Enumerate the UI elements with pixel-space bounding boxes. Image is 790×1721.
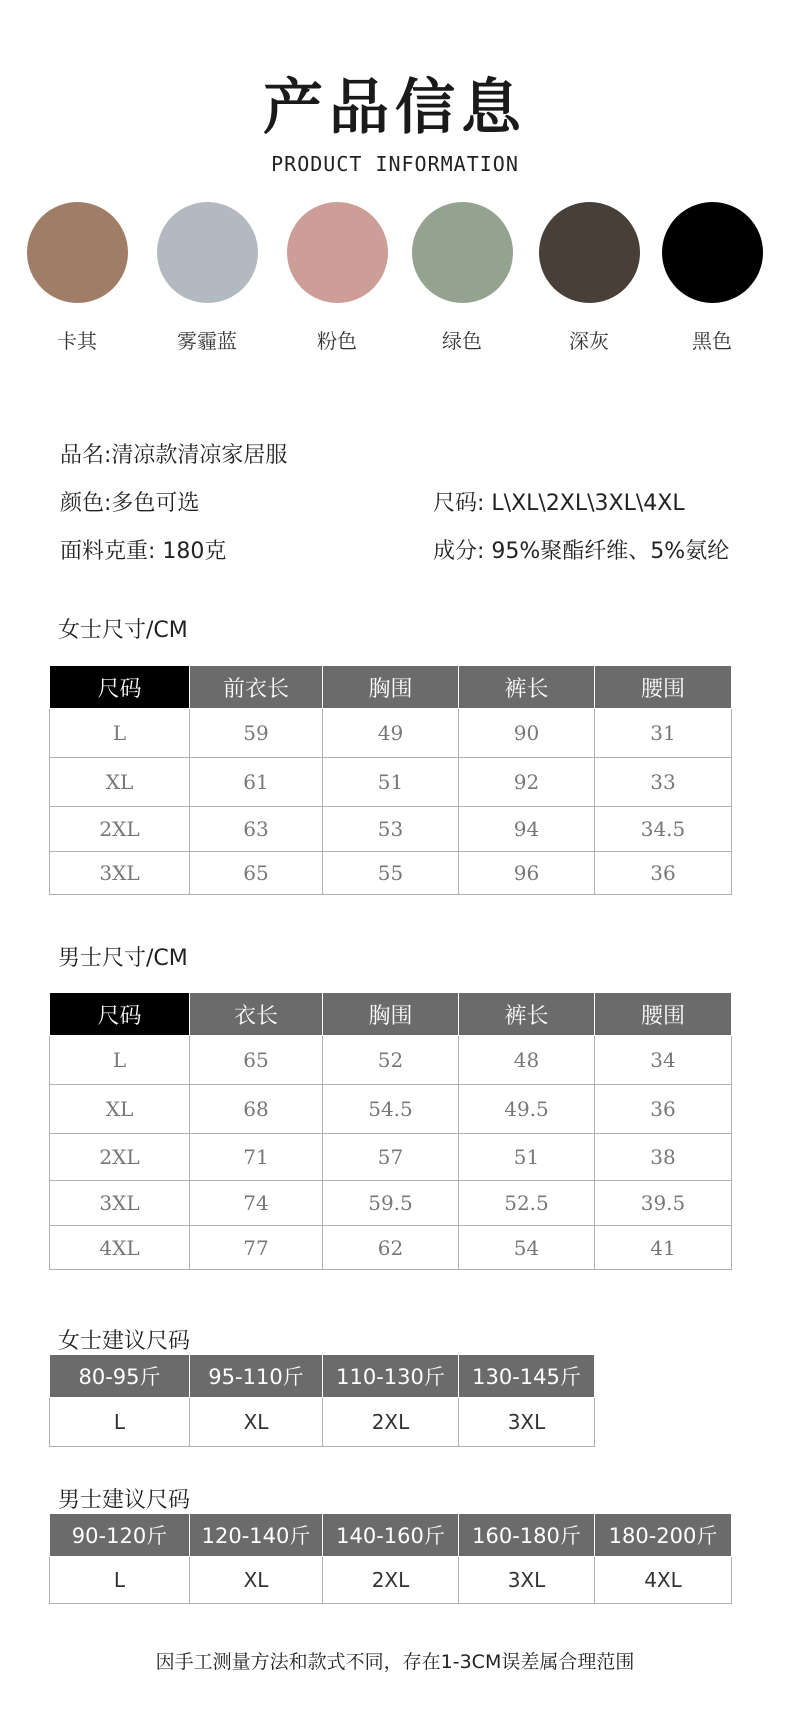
table-header: 110-130斤 (323, 1355, 459, 1398)
table-cell: L (50, 709, 190, 758)
table-header: 腰围 (595, 993, 732, 1036)
table-header: 腰围 (595, 666, 732, 709)
product-composition: 成分: 95%聚酯纤维、5%氨纶 (433, 539, 730, 564)
fabric-weight: 面料克重: 180克 (60, 539, 227, 564)
table-header: 130-145斤 (459, 1355, 595, 1398)
table-cell: 3XL (459, 1557, 595, 1604)
table-header-row (50, 993, 732, 1036)
table-cell: 62 (323, 1226, 459, 1270)
color-name: 黑色 (692, 329, 732, 353)
women-rec-table (49, 1354, 595, 1447)
table-header: 胸围 (323, 993, 459, 1036)
page-title: 产品信息 (263, 73, 527, 143)
table-cell: 51 (459, 1134, 595, 1181)
table-cell: 57 (323, 1134, 459, 1181)
table-cell: 51 (323, 758, 459, 807)
table-cell: XL (190, 1557, 323, 1604)
table-row (50, 709, 732, 758)
table-cell: 39.5 (595, 1181, 732, 1226)
women-rec-title: 女士建议尺码 (58, 1329, 191, 1354)
table-header: 80-95斤 (50, 1355, 190, 1398)
table-cell: 36 (595, 852, 732, 895)
table-row (50, 1036, 732, 1085)
table-cell: L (50, 1557, 190, 1604)
table-cell: XL (190, 1398, 323, 1447)
color-swatches (0, 202, 790, 352)
color-circle (157, 202, 258, 303)
color-circle (412, 202, 513, 303)
table-cell: L (50, 1398, 190, 1447)
color-name: 粉色 (317, 329, 357, 353)
table-row (50, 1557, 732, 1604)
men-size-table (49, 992, 732, 1270)
product-size: 尺码: L\XL\2XL\3XL\4XL (433, 491, 685, 516)
table-row (50, 807, 732, 852)
table-cell: 94 (459, 807, 595, 852)
men-rec-title: 男士建议尺码 (58, 1488, 191, 1513)
table-cell: 4XL (50, 1226, 190, 1270)
table-cell: XL (50, 1085, 190, 1134)
table-cell: 48 (459, 1036, 595, 1085)
table-row (50, 758, 732, 807)
table-header-row (50, 666, 732, 709)
color-swatch-dark-gray (524, 202, 654, 354)
table-cell: 65 (190, 1036, 323, 1085)
color-circle (662, 202, 763, 303)
table-cell: 63 (190, 807, 323, 852)
table-cell: 3XL (50, 852, 190, 895)
table-header: 前衣长 (190, 666, 323, 709)
table-cell: 33 (595, 758, 732, 807)
table-cell: 90 (459, 709, 595, 758)
table-header: 140-160斤 (323, 1514, 459, 1557)
color-name: 深灰 (569, 329, 609, 353)
table-cell: 65 (190, 852, 323, 895)
page-subtitle: PRODUCT INFORMATION (271, 152, 519, 176)
table-cell: 4XL (595, 1557, 732, 1604)
color-name: 卡其 (57, 329, 97, 353)
table-header-row (50, 1355, 595, 1398)
table-cell: 55 (323, 852, 459, 895)
men-rec-table (49, 1513, 732, 1604)
table-cell: 77 (190, 1226, 323, 1270)
table-cell: 71 (190, 1134, 323, 1181)
table-header: 胸围 (323, 666, 459, 709)
color-swatch-pink (272, 202, 402, 354)
table-row (50, 852, 732, 895)
table-cell: 61 (190, 758, 323, 807)
color-swatch-khaki (12, 202, 142, 354)
men-size-title: 男士尺寸/CM (58, 946, 188, 971)
table-cell: 34.5 (595, 807, 732, 852)
table-cell: 2XL (50, 807, 190, 852)
color-swatch-black (647, 202, 777, 354)
table-row (50, 1398, 595, 1447)
table-cell: 2XL (323, 1398, 459, 1447)
table-header: 尺码 (50, 993, 190, 1036)
table-cell: 49 (323, 709, 459, 758)
table-cell: 52 (323, 1036, 459, 1085)
color-name: 绿色 (442, 329, 482, 353)
table-cell: 92 (459, 758, 595, 807)
table-cell: 74 (190, 1181, 323, 1226)
table-row (50, 1181, 732, 1226)
color-circle (27, 202, 128, 303)
color-circle (539, 202, 640, 303)
table-header: 95-110斤 (190, 1355, 323, 1398)
table-cell: XL (50, 758, 190, 807)
table-cell: 59 (190, 709, 323, 758)
table-cell: 36 (595, 1085, 732, 1134)
footer-note: 因手工测量方法和款式不同，存在1-3CM误差属合理范围 (155, 1651, 635, 1673)
table-cell: 54.5 (323, 1085, 459, 1134)
table-cell: 49.5 (459, 1085, 595, 1134)
table-header: 尺码 (50, 666, 190, 709)
table-cell: 2XL (50, 1134, 190, 1181)
table-header: 裤长 (459, 666, 595, 709)
table-header: 90-120斤 (50, 1514, 190, 1557)
table-row (50, 1134, 732, 1181)
table-row (50, 1085, 732, 1134)
color-swatch-haze-blue (142, 202, 272, 354)
product-name: 品名:清凉款清凉家居服 (60, 443, 288, 468)
table-cell: 31 (595, 709, 732, 758)
product-color: 颜色:多色可选 (60, 491, 200, 516)
table-cell: 38 (595, 1134, 732, 1181)
table-cell: 3XL (459, 1398, 595, 1447)
table-row (50, 1226, 732, 1270)
table-cell: 59.5 (323, 1181, 459, 1226)
table-cell: 3XL (50, 1181, 190, 1226)
table-header: 衣长 (190, 993, 323, 1036)
table-header: 裤长 (459, 993, 595, 1036)
table-cell: 34 (595, 1036, 732, 1085)
table-cell: 2XL (323, 1557, 459, 1604)
table-cell: 41 (595, 1226, 732, 1270)
women-size-title: 女士尺寸/CM (58, 618, 188, 643)
table-header: 160-180斤 (459, 1514, 595, 1557)
table-cell: 53 (323, 807, 459, 852)
color-circle (287, 202, 388, 303)
table-header: 180-200斤 (595, 1514, 732, 1557)
table-cell: 54 (459, 1226, 595, 1270)
table-cell: L (50, 1036, 190, 1085)
color-name: 雾霾蓝 (177, 329, 237, 353)
table-header: 120-140斤 (190, 1514, 323, 1557)
table-cell: 52.5 (459, 1181, 595, 1226)
table-header-row (50, 1514, 732, 1557)
table-cell: 96 (459, 852, 595, 895)
color-swatch-green (397, 202, 527, 354)
women-size-table (49, 665, 732, 895)
table-cell: 68 (190, 1085, 323, 1134)
